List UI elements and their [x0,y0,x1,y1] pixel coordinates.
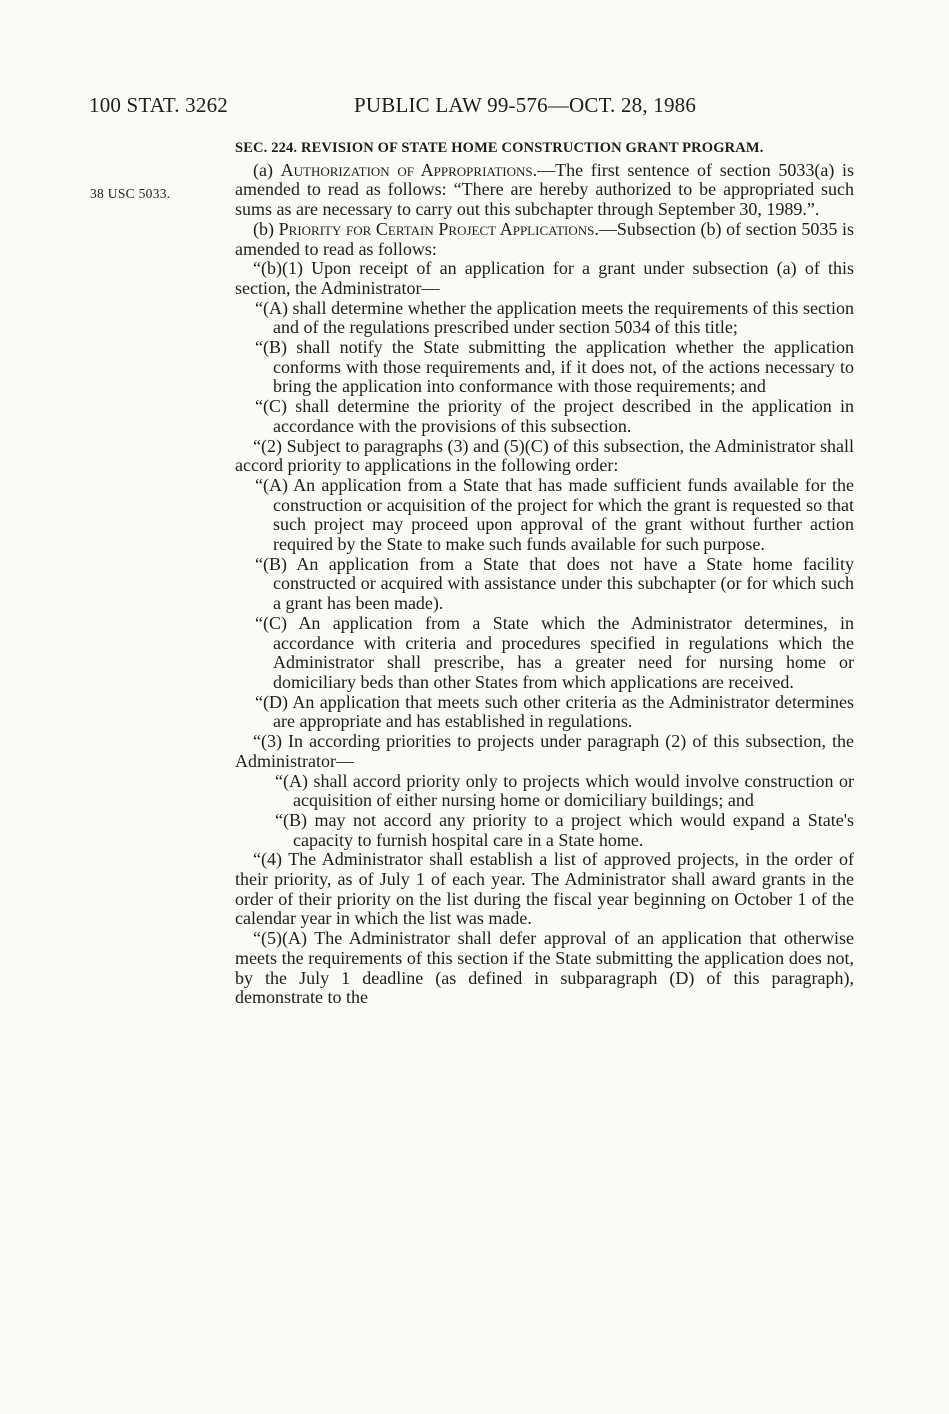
page-title: PUBLIC LAW 99-576—OCT. 28, 1986 [354,93,697,117]
paragraph-2: “(2) Subject to paragraphs (3) and (5)(C) of this subsection, the Administrator shall accord priority to applications in the following order: [235,435,854,476]
section-body [235,139,854,1008]
paragraph-3-A: “(A) shall accord priority only to projects which would involve construction or acquisition of either nursing home or domiciliary buildings; and [275,770,854,811]
paragraph-b1-B: “(B) shall notify the State submitting the application whether the application conforms with those requirements and, if it does not, of the actions necessary to bring the application into conformance with those requirements; and [255,337,854,397]
subsection-b-text: —Subsection (b) of section 5035 is amended to read as follows: [235,218,855,259]
paragraph-b1: “(b)(1) Upon receipt of an application for a grant under subsection (a) of this section, the Administrator— [235,258,854,298]
subsection-b [235,220,854,259]
section-heading: SEC. 224. REVISION OF STATE HOME CONSTRUCTION GRANT PROGRAM. [235,140,764,156]
margin-note-usc-5033: 38 USC 5033. [90,186,171,201]
paragraph-2-B: “(B) An application from a State that does not have a State home facility constructed or acquired with assistance under this subchapter (or for which such a grant has been made). [255,553,854,614]
paragraph-2-D: “(D) An application that meets such other criteria as the Administrator determines are appropriate and has established in regulations. [255,691,854,732]
subsection-a-title: Authorization of Appropriations. [280,159,538,180]
paragraph-3: “(3) In according priorities to projects under paragraph (2) of this subsection, the Administrator— [235,731,854,771]
subsection-a-label: (a) [253,159,273,180]
paragraph-4: “(4) The Administrator shall establish a list of approved projects, in the order of their priority, as of July 1 of each year. The Administrator shall award grants in the order of their priority on the list during the fiscal year beginning on October 1 of the calendar year in which the list was made. [235,849,854,929]
subsection-b-title: Priority for Certain Project Applications. [278,218,599,239]
paragraph-2-A: “(A) An application from a State that has made sufficient funds available for the construction or acquisition of the project for which the grant is requested so that such project may proceed upon approval of the grant without further action required by the State to make such funds available for such purpose. [255,474,854,555]
subsection-b-label: (b) [253,218,274,239]
subsection-a-text: —The first sentence of section 5033(a) is amended to read as follows: “There are hereby authorized to be appropriated such sums as are necessary to carry out this subchapter through September 30, 1989.”. [235,159,855,220]
paragraph-b1-A: “(A) shall determine whether the application meets the requirements of this section and of the regulations prescribed under section 5034 of this title; [255,297,854,338]
paragraph-2-C: “(C) An application from a State which the Administrator determines, in accordance with criteria and procedures specified in regulations which the Administrator shall prescribe, has a greater need for nursing home or domiciliary beds than other States from which applications are received. [255,612,854,692]
paragraph-5-A: “(5)(A) The Administrator shall defer approval of an application that otherwise meets the requirements of this section if the State submitting the application does not, by the July 1 deadline (as defined in subparagraph (D) of this paragraph), demonstrate to the [235,928,854,1008]
paragraph-b1-C: “(C) shall determine the priority of the project described in the application in accordance with the provisions of this subsection. [255,396,854,436]
subsection-a [235,161,854,220]
page-stat-citation: 100 STAT. 3262 [89,93,228,117]
paragraph-3-B: “(B) may not accord any priority to a project which would expand a State's capacity to furnish hospital care in a State home. [275,809,854,850]
